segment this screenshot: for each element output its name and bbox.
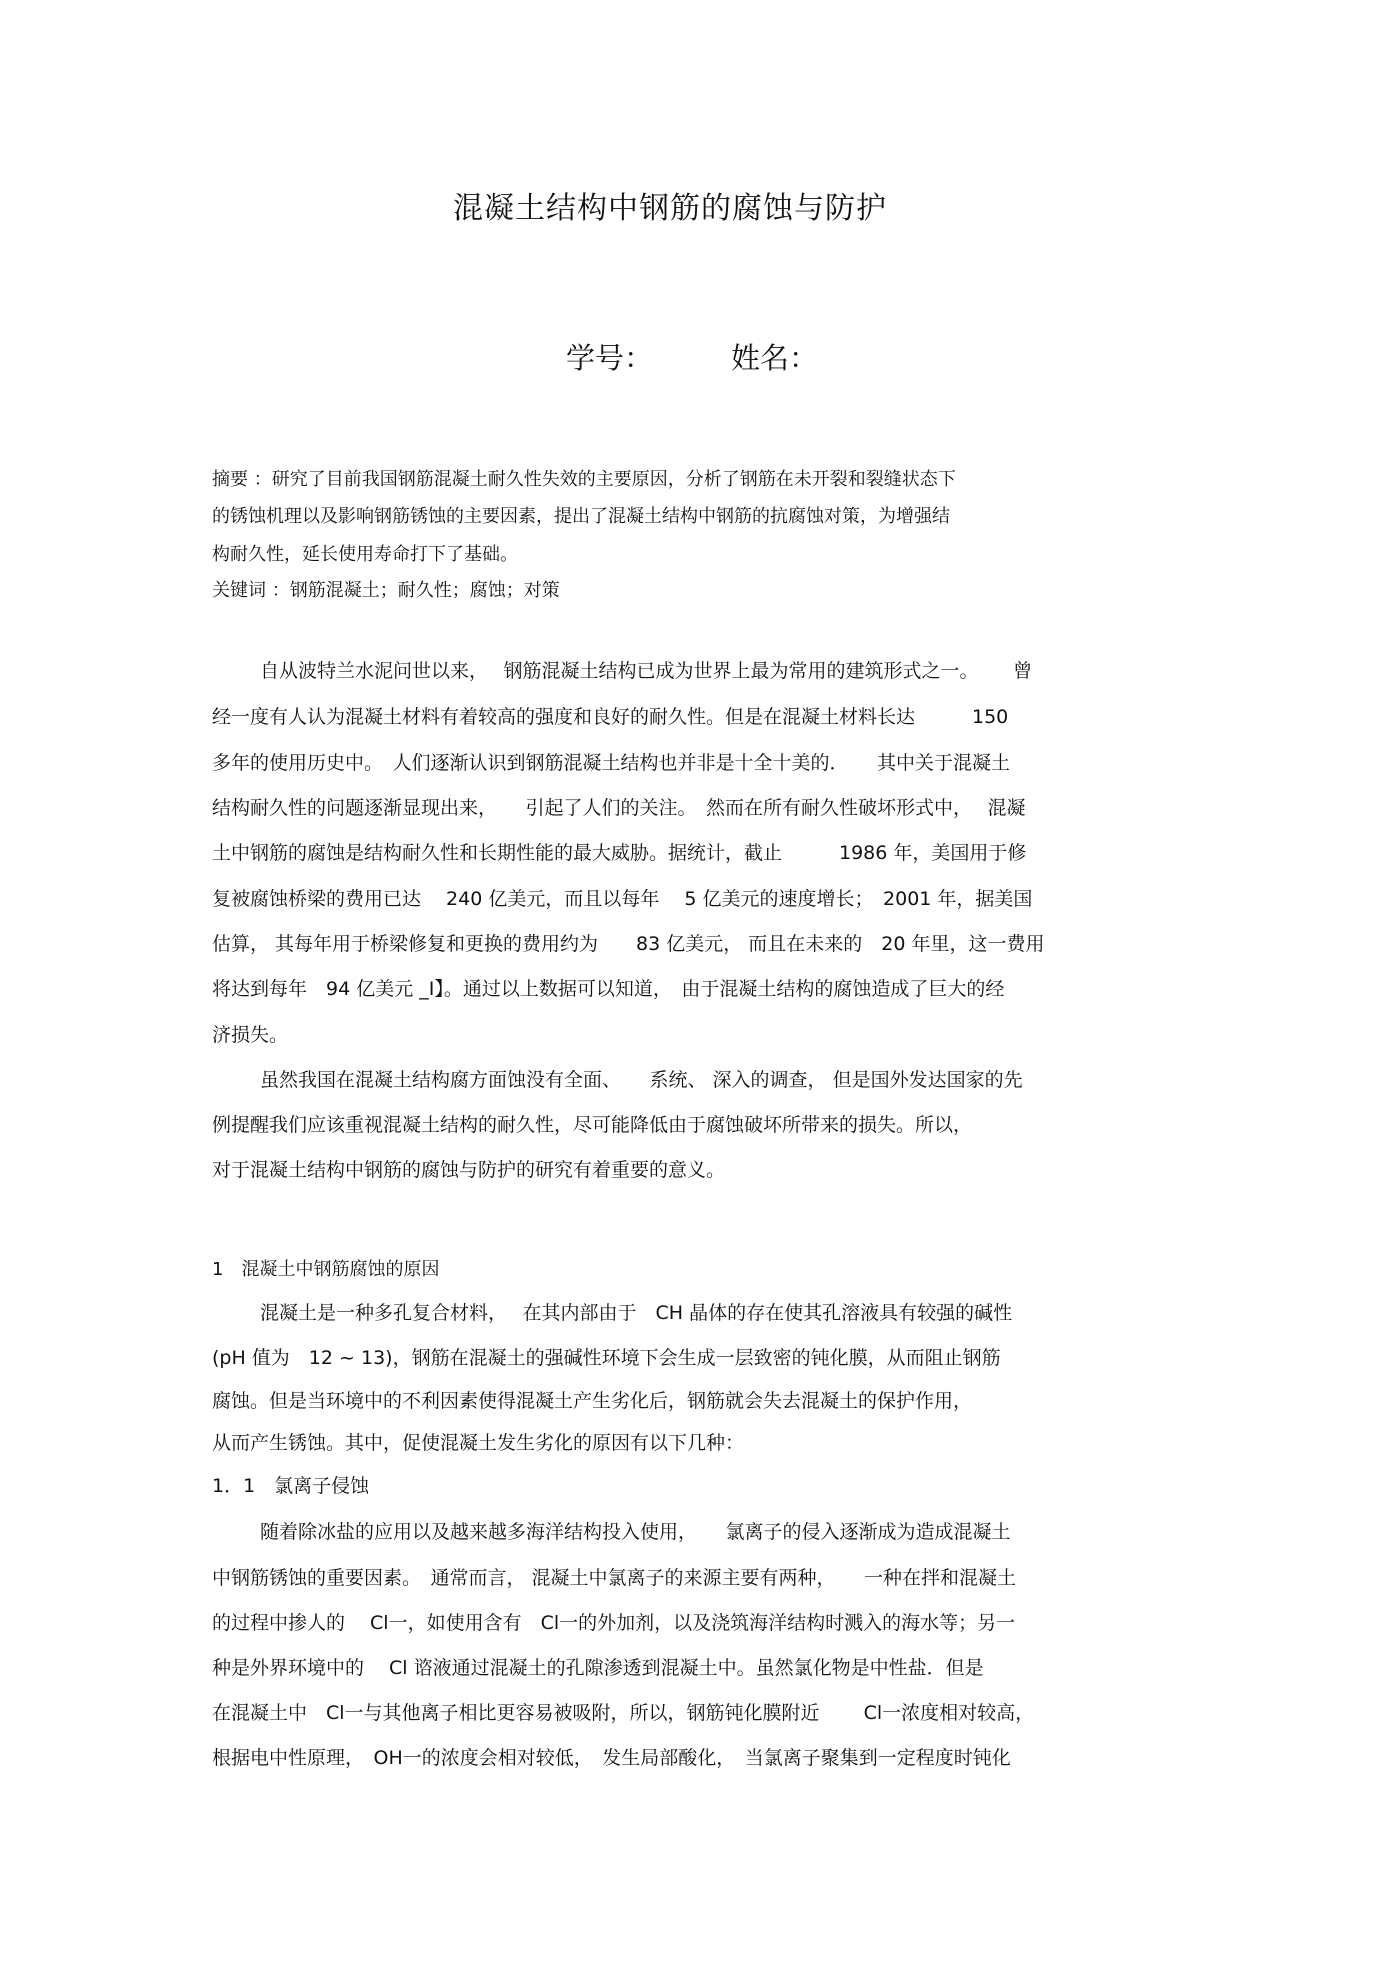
body-line: 济损失。 (212, 1024, 289, 1046)
body-line: 从而产生锈蚀。其中，促使混凝土发生劣化的原因有以下几种： (212, 1432, 745, 1454)
document-title: 混凝土结构中钢筋的腐蚀与防护 (453, 191, 887, 226)
body-line: 的过程中掺人的 Cl一，如使用含有 Cl一的外加剂，以及浇筑海洋结构时溅入的海水等；另一 (212, 1612, 1016, 1634)
subsection-heading: 1．1 氯离子侵蚀 (212, 1475, 370, 1497)
body-line: 虽然我国在混凝土结构腐方面蚀没有全面、 系统、 深入的调查， 但是国外发达国家的先 (260, 1069, 1023, 1091)
body-line: 结构耐久性的问题逐渐显现出来， 引起了人们的关注。 然而在所有耐久性破坏形式中， 混凝 (212, 797, 1026, 819)
abstract-line: 构耐久性，延长使用寿命打下了基础。 (212, 544, 518, 565)
author-info (566, 336, 818, 377)
abstract-line: 的锈蚀机理以及影响钢筋锈蚀的主要因素，提出了混凝土结构中钢筋的抗腐蚀对策，为增强结 (212, 506, 950, 527)
body-line: 中钢筋锈蚀的重要因素。 通常而言， 混凝土中氯离子的来源主要有两种， 一种在拌和混凝土 (212, 1567, 1017, 1589)
keywords: 关键词 ：钢筋混凝土；耐久性；腐蚀；对策 (212, 580, 560, 601)
body-line: 多年的使用历史中。 人们逐渐认识到钢筋混凝土结构也并非是十全十美的． 其中关于混凝土 (212, 752, 1011, 774)
body-line: 对于混凝土结构中钢筋的腐蚀与防护的研究有着重要的意义。 (212, 1159, 726, 1181)
body-line: 在混凝土中 Cl一与其他离子相比更容易被吸附，所以，钢筋钝化膜附近 Cl一浓度相对较高， (212, 1702, 1035, 1724)
body-line: 将达到每年 94 亿美元 _I】。通过以上数据可以知道， 由于混凝土结构的腐蚀造成了巨大的经 (212, 978, 1005, 1000)
body-line: 经一度有人认为混凝土材料有着较高的强度和良好的耐久性。但是在混凝土材料长达 150 (212, 706, 1009, 728)
body-line: 土中钢筋的腐蚀是结构耐久性和长期性能的最大威胁。据统计，截止 1986 年，美国用于修 (212, 842, 1027, 864)
body-line: 自从波特兰水泥问世以来， 钢筋混凝土结构已成为世界上最为常用的建筑形式之一。 曾 (260, 660, 1033, 682)
body-line: 复被腐蚀桥梁的费用已达 240 亿美元，而且以每年 5 亿美元的速度增长； 2001 年，据美国 (212, 888, 1033, 910)
body-line: 混凝土是一种多孔复合材料， 在其内部由于 CH 晶体的存在使其孔溶液具有较强的碱性 (260, 1302, 1013, 1324)
body-line: 种是外界环境中的 Cl 谘液通过混凝土的孔隙渗透到混凝土中。虽然氯化物是中性盐．但是 (212, 1657, 984, 1679)
body-line: 估算， 其每年用于桥梁修复和更换的费用约为 83 亿美元， 而且在未来的 20 年里，这一费用 (212, 933, 1045, 955)
name-label: 姓名： (731, 341, 819, 375)
student-id-label: 学号： (566, 341, 654, 375)
abstract-line: 摘要 ：研究了目前我国钢筋混凝土耐久性失效的主要原因，分析了钢筋在未开裂和裂缝状态下 (212, 469, 956, 490)
body-line: 根据电中性原理， OH一的浓度会相对较低， 发生局部酸化， 当氯离子聚集到一定程度时钝化 (212, 1747, 1011, 1769)
body-line: 腐蚀。但是当环境中的不利因素使得混凝土产生劣化后，钢筋就会失去混凝土的保护作用， (212, 1390, 973, 1412)
body-line: (pH 值为 12 ~ 13)，钢筋在混凝土的强碱性环境下会生成一层致密的钝化膜，从而阻止钢筋 (212, 1347, 1001, 1369)
body-line: 例提醒我们应该重视混凝土结构的耐久性，尽可能降低由于腐蚀破坏所带来的损失。所以， (212, 1114, 973, 1136)
section-heading: 1 混凝土中钢筋腐蚀的原因 (212, 1259, 440, 1280)
body-line: 随着除冰盐的应用以及越来越多海洋结构投入使用， 氯离子的侵入逐渐成为造成混凝土 (260, 1521, 1011, 1543)
